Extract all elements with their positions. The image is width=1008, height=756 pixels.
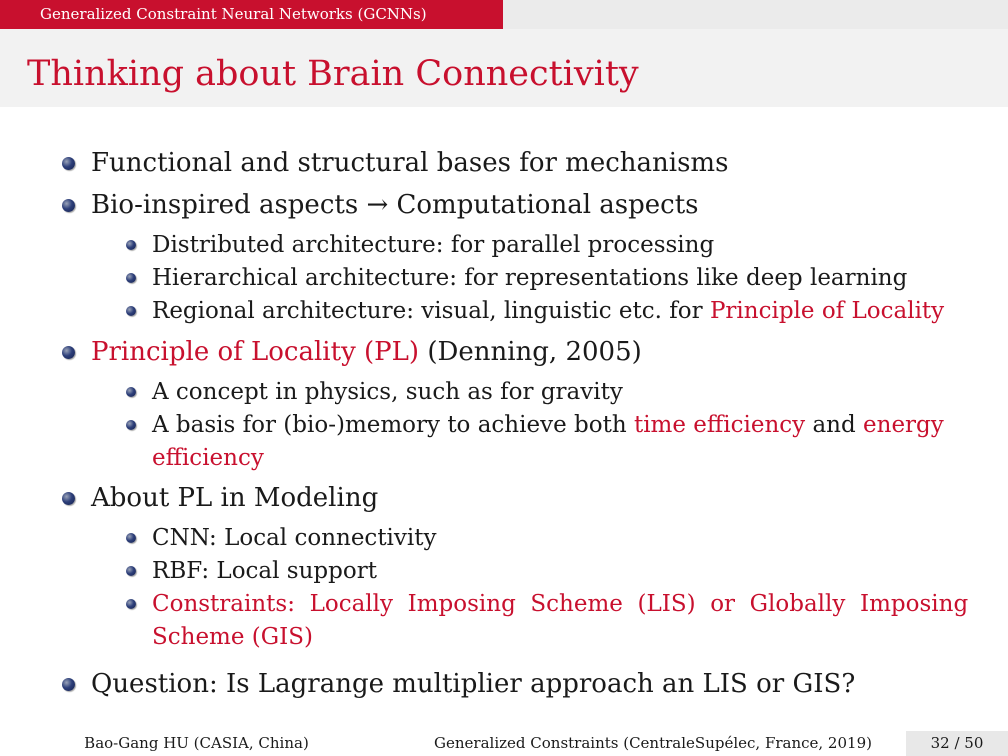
highlight-text: Constraints: Locally Imposing Scheme (LIS) or Globally Imposing (152, 591, 969, 617)
highlight-text: Principle of Locality (PL) (91, 337, 420, 367)
sub-list-item: Distributed architecture: for parallel processing (152, 232, 715, 258)
citation-text: (Denning, 2005) (419, 337, 642, 367)
sub-bullet-icon (126, 387, 136, 397)
list-item: Functional and structural bases for mechanisms (91, 148, 729, 178)
sub-bullet-icon (126, 566, 136, 576)
bullet-icon (62, 678, 75, 691)
footer-talk-title: Generalized Constraints (CentraleSupélec, France, 2019) (393, 731, 913, 756)
sub-bullet-icon (126, 240, 136, 250)
highlight-text: time efficiency (633, 412, 806, 438)
highlight-text: efficiency (152, 445, 264, 471)
section-title: Generalized Constraint Neural Networks (GCNNs) (0, 0, 503, 29)
list-item (91, 336, 642, 369)
bullet-icon (62, 199, 75, 212)
sub-list-item: Hierarchical architecture: for representations like deep learning (152, 265, 908, 291)
list-item: Bio-inspired aspects → Computational aspects (91, 190, 699, 220)
bullet-icon (62, 492, 75, 505)
footer (0, 731, 1008, 756)
sub-list-item-text: Regional architecture: visual, linguistic etc. for (152, 298, 710, 324)
footer-author: Bao-Gang HU (CASIA, China) (0, 731, 393, 756)
slide-title: Thinking about Brain Connectivity (27, 54, 639, 94)
sub-list-item: RBF: Local support (152, 558, 377, 584)
sub-bullet-icon (126, 533, 136, 543)
sub-list-item: CNN: Local connectivity (152, 525, 437, 551)
sub-list-item-text: and (805, 412, 864, 438)
highlight-text: Principle of Locality (709, 298, 945, 324)
highlight-text: energy (863, 412, 944, 438)
sub-list-item: A concept in physics, such as for gravity (152, 379, 623, 405)
list-item: About PL in Modeling (91, 483, 379, 513)
bullet-icon (62, 157, 75, 170)
sub-bullet-icon (126, 420, 136, 430)
highlight-text: Scheme (GIS) (152, 624, 313, 650)
sub-list-item (152, 296, 944, 326)
sub-bullet-icon (126, 273, 136, 283)
list-item: Question: Is Lagrange multiplier approach an LIS or GIS? (91, 669, 856, 699)
sub-bullet-icon (126, 306, 136, 316)
page-number: 32 / 50 (906, 731, 1008, 756)
sub-list-item (152, 410, 944, 440)
bullet-icon (62, 346, 75, 359)
sub-list-item-text: A basis for (bio-)memory to achieve both (152, 412, 634, 438)
sub-bullet-icon (126, 599, 136, 609)
